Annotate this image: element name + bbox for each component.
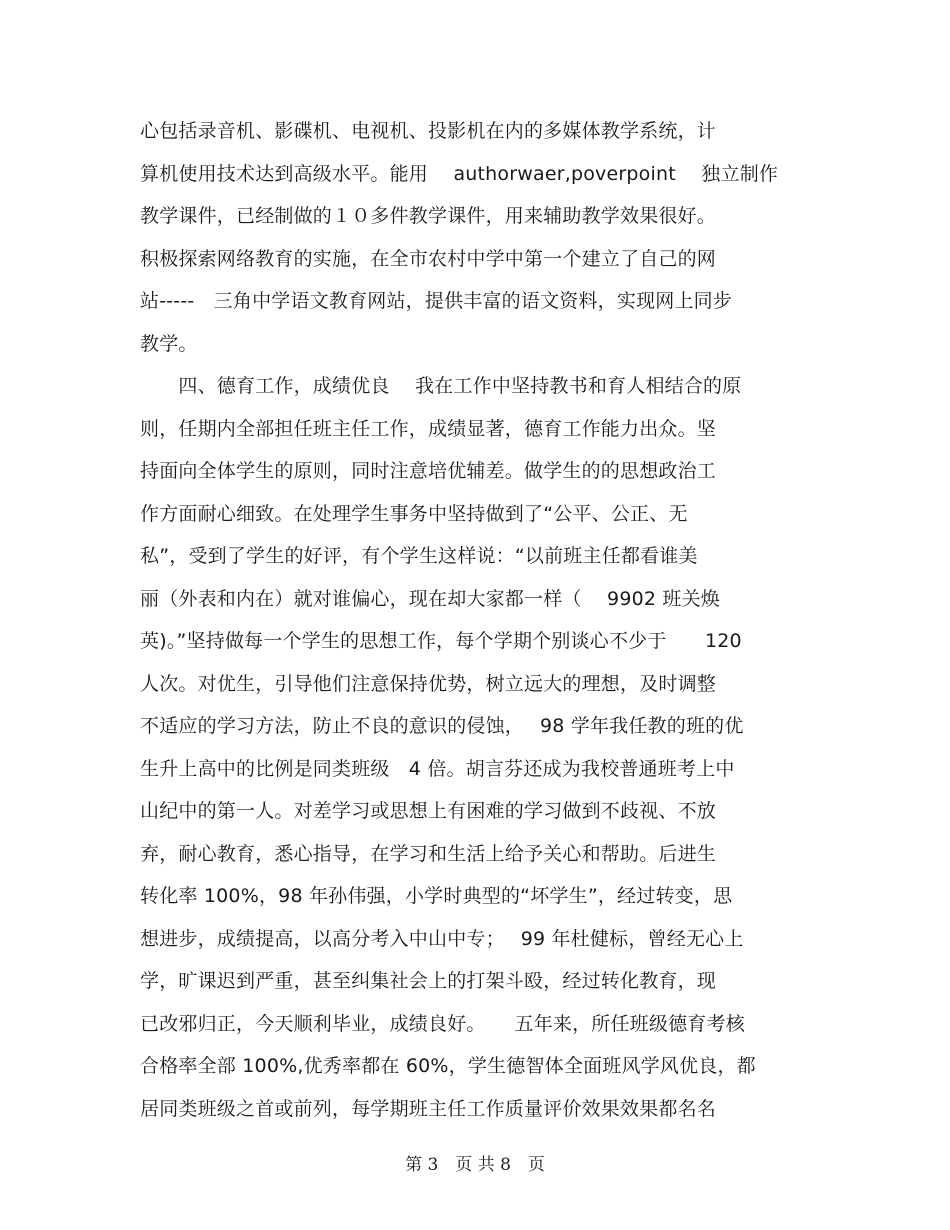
text-line: 心包括录音机、影碟机、电视机、投影机在内的多媒体教学系统，计: [140, 120, 717, 142]
text-line: 积极探索网络教育的实施，在全市农村中学中第一个建立了自己的网: [140, 247, 717, 270]
text-line: 四、德育工作，成绩优良 我在工作中坚持教书和育人相结合的原: [140, 375, 742, 397]
text-line: 生升上高中的比例是同类班级 4 倍。胡言芬还成为我校普通班考上中: [140, 757, 735, 780]
text-line: 教学课件，已经制做的１０多件教学课件，用来辅助教学效果很好。: [140, 205, 717, 227]
text-line: 则，任期内全部担任班主任工作，成绩显著，德育工作能力出众。坚: [140, 417, 717, 440]
text-line: 山纪中的第一人。对差学习或思想上有困难的学习做到不歧视、不放: [140, 800, 717, 822]
text-line: 转化率 100%，98 年孙伟强，小学时典型的“坏学生”，经过转变，思: [140, 885, 733, 907]
text-line: 学，旷课迟到严重，甚至纠集社会上的打架斗殴，经过转化教育，现: [140, 970, 717, 992]
text-line: 作方面耐心细致。在处理学生事务中坚持做到了“公平、公正、无: [140, 502, 688, 525]
page-number-footer: 第 3 页 共 8 页: [405, 1155, 545, 1175]
text-line: 合格率全部 100%,优秀率都在 60%，学生德智体全面班风学风优良，都: [140, 1055, 756, 1077]
text-line: 教学。: [140, 332, 198, 355]
text-line: 居同类班级之首或前列，每学期班主任工作质量评价效果效果都名名: [140, 1097, 717, 1120]
body-text: [140, 110, 820, 1130]
text-line: 不适应的学习方法，防止不良的意识的侵蚀， 98 学年我任教的班的优: [140, 715, 744, 737]
text-line: 丽（外表和内在）就对谁偏心，现在却大家都一样（ 9902 班关焕: [140, 587, 721, 610]
text-line: 英)。”坚持做每一个学生的思想工作，每个学期个别谈心不少于 120: [140, 630, 742, 652]
text-line: 人次。对优生，引导他们注意保持优势，树立远大的理想，及时调整: [140, 672, 717, 695]
text-line: 站----- 三角中学语文教育网站，提供丰富的语文资料，实现网上同步: [140, 290, 733, 312]
text-line: 算机使用技术达到高级水平。能用 authorwaer,poverpoint 独立制作: [140, 162, 779, 185]
text-line: 想进步，成绩提高，以高分考入中山中专； 99 年杜健标，曾经无心上: [140, 927, 744, 950]
text-line: 持面向全体学生的原则，同时注意培优辅差。做学生的的思想政治工: [140, 460, 717, 482]
text-line: 私”，受到了学生的好评，有个学生这样说：“以前班主任都看谁美: [140, 545, 698, 567]
text-line: 已改邪归正，今天顺利毕业，成绩良好。 五年来，所任班级德育考核: [140, 1012, 745, 1035]
text-line: 弃，耐心教育，悉心指导，在学习和生活上给予关心和帮助。后进生: [140, 842, 717, 865]
